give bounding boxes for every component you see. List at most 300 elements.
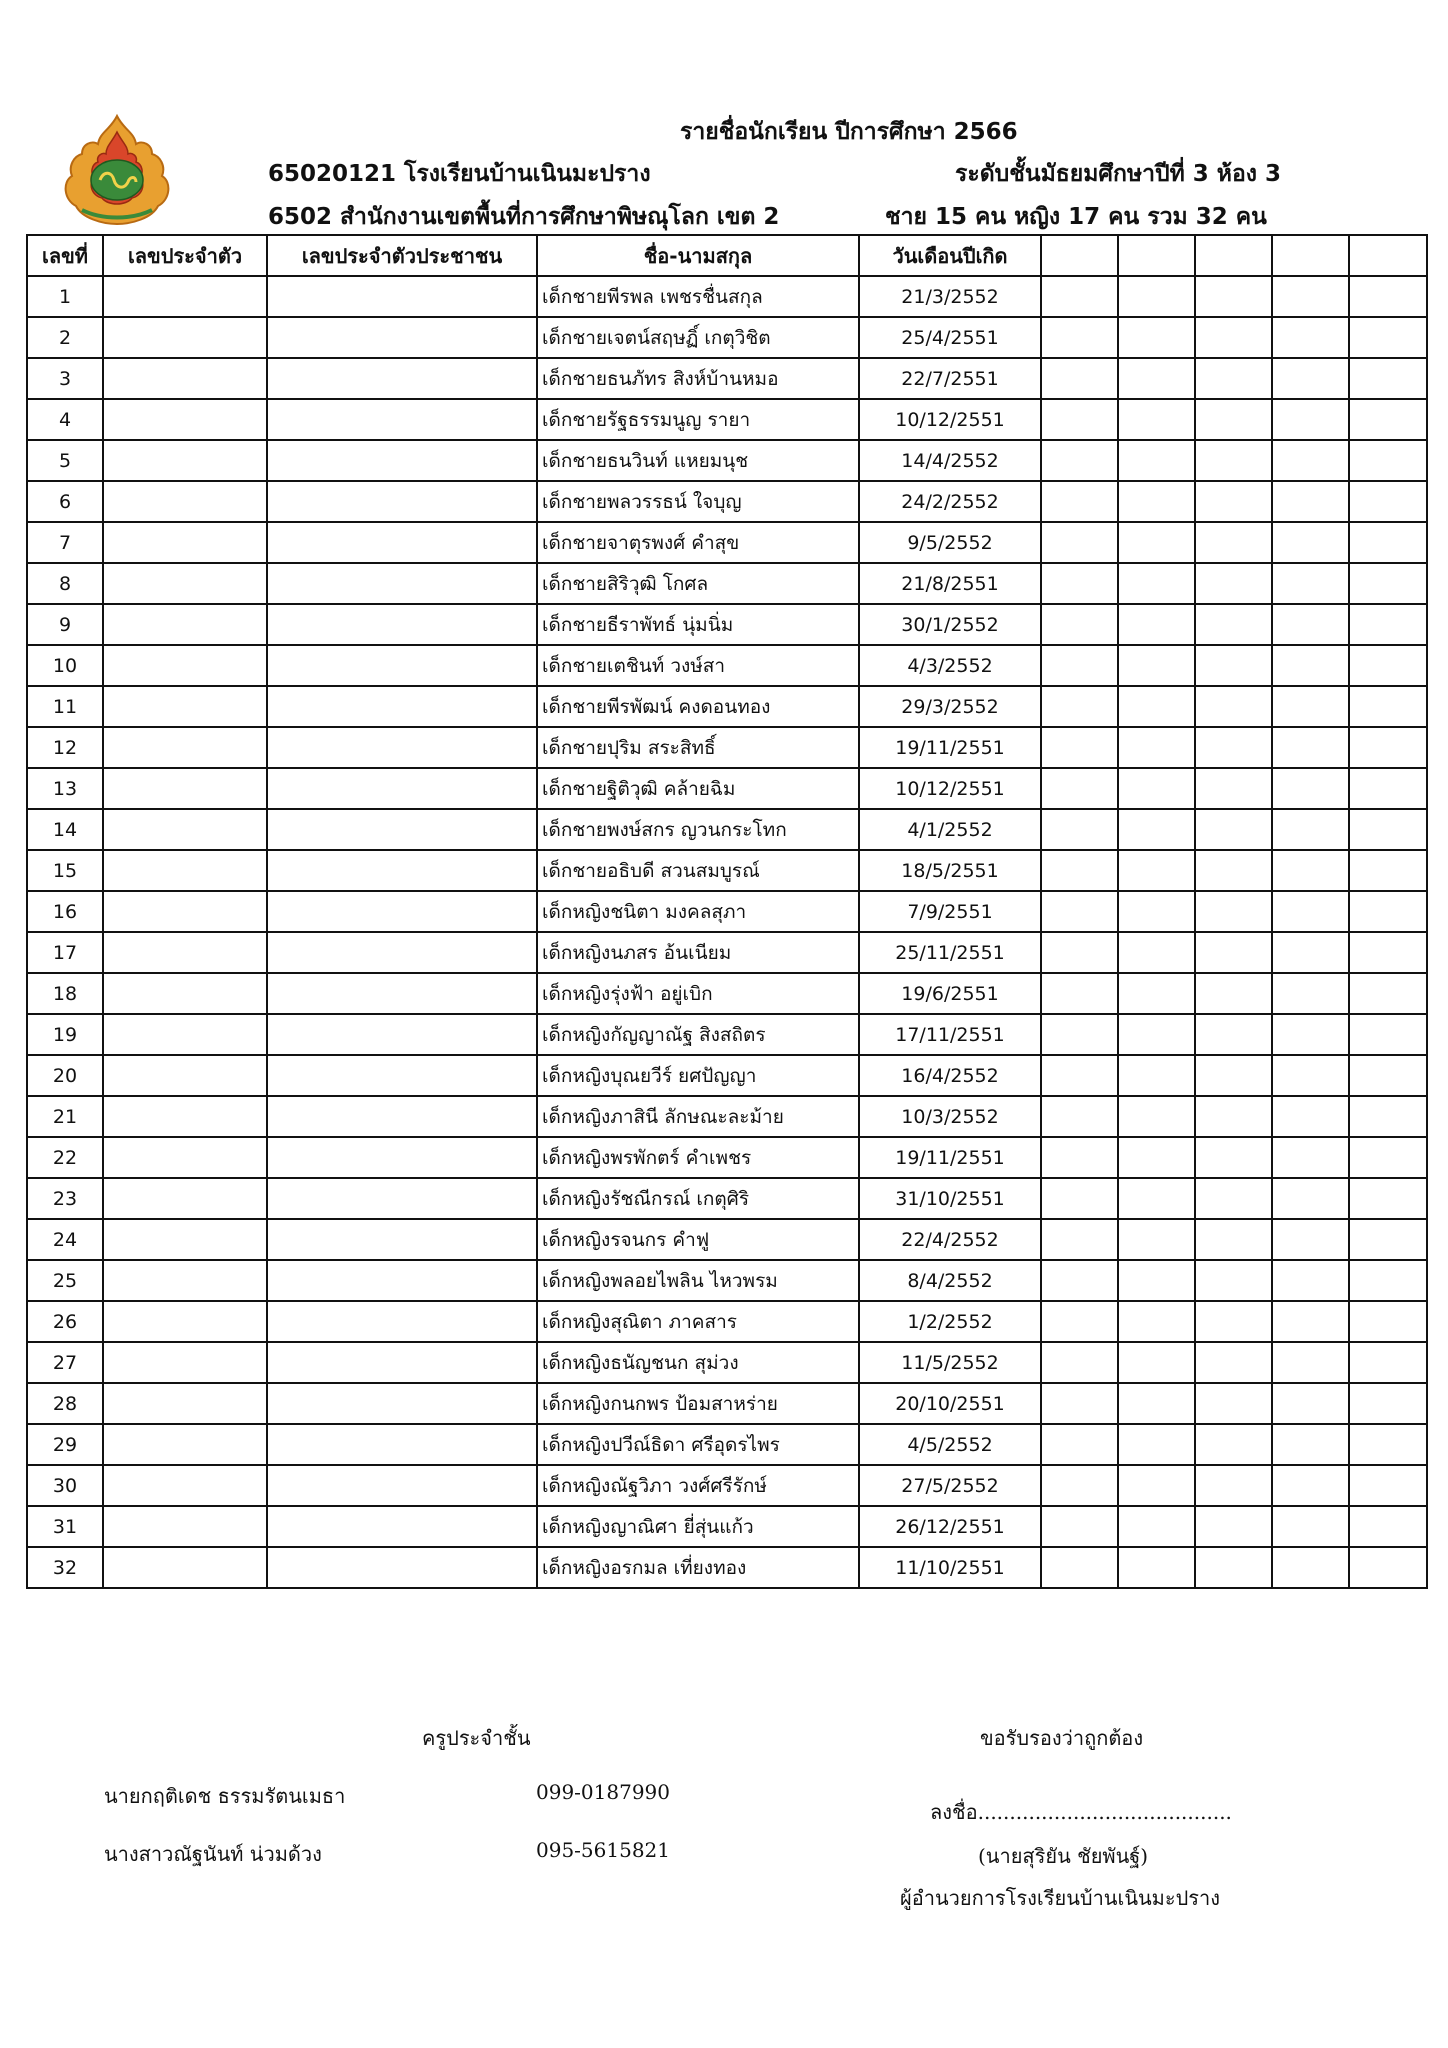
citizen-id-cell	[267, 563, 537, 604]
blank-cell	[1041, 1465, 1118, 1506]
table-row	[27, 1506, 1427, 1547]
row-number: 8	[27, 563, 103, 604]
blank-cell	[1349, 1342, 1427, 1383]
student-id-cell	[103, 1178, 267, 1219]
blank-cell	[1041, 604, 1118, 645]
blank-cell	[1041, 317, 1118, 358]
row-number: 14	[27, 809, 103, 850]
table-row	[27, 563, 1427, 604]
blank-cell	[1118, 891, 1195, 932]
blank-cell	[1195, 604, 1272, 645]
table-row	[27, 645, 1427, 686]
birth-date-cell: 11/10/2551	[859, 1547, 1041, 1588]
citizen-id-cell	[267, 440, 537, 481]
blank-cell	[1041, 645, 1118, 686]
teacher-name: นางสาวณัฐนันท์ น่วมด้วง	[104, 1842, 322, 1866]
blank-cell	[1118, 1301, 1195, 1342]
student-name-cell: เด็กหญิงรัชณีกรณ์ เกตุศิริ	[537, 1178, 859, 1219]
student-name-cell: เด็กหญิงธนัญชนก สุม่วง	[537, 1342, 859, 1383]
blank-cell	[1349, 1547, 1427, 1588]
birth-date-cell: 18/5/2551	[859, 850, 1041, 891]
blank-cell	[1118, 768, 1195, 809]
citizen-id-cell	[267, 1506, 537, 1547]
blank-cell	[1118, 1547, 1195, 1588]
birth-date-cell: 21/3/2552	[859, 276, 1041, 317]
blank-cell	[1118, 850, 1195, 891]
row-number: 5	[27, 440, 103, 481]
blank-cell	[1272, 1547, 1349, 1588]
birth-date-cell: 4/5/2552	[859, 1424, 1041, 1465]
blank-cell	[1272, 276, 1349, 317]
table-row	[27, 604, 1427, 645]
signer-name: (นายสุริยัน ชัยพันฐ์)	[978, 1844, 1149, 1868]
col-header-blank	[1272, 235, 1349, 276]
blank-cell	[1272, 645, 1349, 686]
student-name-cell: เด็กหญิงบุณยวีร์ ยศปัญญา	[537, 1055, 859, 1096]
blank-cell	[1118, 809, 1195, 850]
blank-cell	[1041, 276, 1118, 317]
row-number: 19	[27, 1014, 103, 1055]
blank-cell	[1041, 727, 1118, 768]
blank-cell	[1041, 1260, 1118, 1301]
student-name-cell: เด็กหญิงชนิตา มงคลสุภา	[537, 891, 859, 932]
row-number: 1	[27, 276, 103, 317]
birth-date-cell: 10/12/2551	[859, 768, 1041, 809]
blank-cell	[1349, 686, 1427, 727]
student-id-cell	[103, 317, 267, 358]
teacher-phone: 095-5615821	[536, 1838, 671, 1862]
birth-date-cell: 27/5/2552	[859, 1465, 1041, 1506]
citizen-id-cell	[267, 932, 537, 973]
student-id-cell	[103, 1219, 267, 1260]
blank-cell	[1041, 891, 1118, 932]
birth-date-cell: 21/8/2551	[859, 563, 1041, 604]
col-header-number: เลขที่	[27, 235, 103, 276]
student-name-cell: เด็กชายฐิติวุฒิ คล้ายฉิม	[537, 768, 859, 809]
birth-date-cell: 11/5/2552	[859, 1342, 1041, 1383]
student-name-cell: เด็กชายอธิบดี สวนสมบูรณ์	[537, 850, 859, 891]
citizen-id-cell	[267, 1137, 537, 1178]
row-number: 16	[27, 891, 103, 932]
blank-cell	[1041, 850, 1118, 891]
table-row	[27, 276, 1427, 317]
blank-cell	[1195, 1301, 1272, 1342]
blank-cell	[1195, 932, 1272, 973]
citizen-id-cell	[267, 481, 537, 522]
student-name-cell: เด็กหญิงปวีณ์ธิดา ศรีอุดรไพร	[537, 1424, 859, 1465]
table-row	[27, 317, 1427, 358]
row-number: 28	[27, 1383, 103, 1424]
citizen-id-cell	[267, 1383, 537, 1424]
blank-cell	[1349, 891, 1427, 932]
school-code-name: 65020121 โรงเรียนบ้านเนินมะปราง	[268, 161, 651, 187]
student-name-cell: เด็กหญิงนภสร อ้นเนียม	[537, 932, 859, 973]
student-id-cell	[103, 973, 267, 1014]
col-header-blank	[1349, 235, 1427, 276]
blank-cell	[1272, 317, 1349, 358]
student-name-cell: เด็กหญิงพลอยไพลิน ไหวพรม	[537, 1260, 859, 1301]
blank-cell	[1272, 1137, 1349, 1178]
blank-cell	[1272, 809, 1349, 850]
birth-date-cell: 10/3/2552	[859, 1096, 1041, 1137]
blank-cell	[1195, 645, 1272, 686]
row-number: 27	[27, 1342, 103, 1383]
blank-cell	[1118, 686, 1195, 727]
student-counts: ชาย 15 คน หญิง 17 คน รวม 32 คน	[885, 204, 1267, 230]
table-row	[27, 1424, 1427, 1465]
blank-cell	[1041, 1178, 1118, 1219]
blank-cell	[1349, 727, 1427, 768]
citizen-id-cell	[267, 276, 537, 317]
birth-date-cell: 20/10/2551	[859, 1383, 1041, 1424]
blank-cell	[1118, 1506, 1195, 1547]
blank-cell	[1041, 399, 1118, 440]
blank-cell	[1272, 973, 1349, 1014]
blank-cell	[1195, 276, 1272, 317]
blank-cell	[1041, 686, 1118, 727]
row-number: 23	[27, 1178, 103, 1219]
blank-cell	[1118, 317, 1195, 358]
table-row	[27, 1137, 1427, 1178]
citizen-id-cell	[267, 1260, 537, 1301]
row-number: 17	[27, 932, 103, 973]
birth-date-cell: 26/12/2551	[859, 1506, 1041, 1547]
blank-cell	[1195, 1383, 1272, 1424]
blank-cell	[1041, 1506, 1118, 1547]
blank-cell	[1349, 604, 1427, 645]
table-row	[27, 1301, 1427, 1342]
citizen-id-cell	[267, 604, 537, 645]
blank-cell	[1349, 399, 1427, 440]
student-id-cell	[103, 481, 267, 522]
blank-cell	[1272, 1014, 1349, 1055]
blank-cell	[1195, 686, 1272, 727]
table-row	[27, 891, 1427, 932]
table-row	[27, 1260, 1427, 1301]
citizen-id-cell	[267, 973, 537, 1014]
blank-cell	[1272, 686, 1349, 727]
student-roster-table	[26, 234, 1428, 1589]
blank-cell	[1272, 1301, 1349, 1342]
blank-cell	[1118, 1178, 1195, 1219]
blank-cell	[1195, 809, 1272, 850]
blank-cell	[1272, 563, 1349, 604]
student-name-cell: เด็กหญิงกัญญาณัฐ สิงสถิตร	[537, 1014, 859, 1055]
blank-cell	[1272, 522, 1349, 563]
blank-cell	[1195, 768, 1272, 809]
col-header-birth-date: วันเดือนปีเกิด	[859, 235, 1041, 276]
blank-cell	[1272, 1383, 1349, 1424]
blank-cell	[1118, 645, 1195, 686]
blank-cell	[1349, 440, 1427, 481]
teacher-phone: 099-0187990	[536, 1780, 671, 1804]
row-number: 9	[27, 604, 103, 645]
birth-date-cell: 9/5/2552	[859, 522, 1041, 563]
blank-cell	[1195, 1178, 1272, 1219]
blank-cell	[1118, 1465, 1195, 1506]
table-header-row	[27, 235, 1427, 276]
blank-cell	[1195, 850, 1272, 891]
row-number: 12	[27, 727, 103, 768]
student-name-cell: เด็กชายเตชินท์ วงษ์สา	[537, 645, 859, 686]
table-row	[27, 932, 1427, 973]
birth-date-cell: 29/3/2552	[859, 686, 1041, 727]
citizen-id-cell	[267, 645, 537, 686]
row-number: 24	[27, 1219, 103, 1260]
row-number: 3	[27, 358, 103, 399]
col-header-full-name: ชื่อ-นามสกุล	[537, 235, 859, 276]
blank-cell	[1195, 1260, 1272, 1301]
row-number: 21	[27, 1096, 103, 1137]
blank-cell	[1349, 1424, 1427, 1465]
blank-cell	[1118, 1014, 1195, 1055]
blank-cell	[1118, 481, 1195, 522]
blank-cell	[1041, 1383, 1118, 1424]
birth-date-cell: 17/11/2551	[859, 1014, 1041, 1055]
table-row	[27, 358, 1427, 399]
student-name-cell: เด็กหญิงรุ่งฟ้า อยู่เบิก	[537, 973, 859, 1014]
birth-date-cell: 4/3/2552	[859, 645, 1041, 686]
student-id-cell	[103, 1096, 267, 1137]
row-number: 10	[27, 645, 103, 686]
student-name-cell: เด็กชายปุริม สระสิทธิ์	[537, 727, 859, 768]
table-row	[27, 1465, 1427, 1506]
row-number: 4	[27, 399, 103, 440]
student-id-cell	[103, 440, 267, 481]
blank-cell	[1118, 604, 1195, 645]
student-name-cell: เด็กชายพลวรรธน์ ใจบุญ	[537, 481, 859, 522]
birth-date-cell: 4/1/2552	[859, 809, 1041, 850]
blank-cell	[1195, 1219, 1272, 1260]
blank-cell	[1349, 563, 1427, 604]
blank-cell	[1272, 1219, 1349, 1260]
row-number: 31	[27, 1506, 103, 1547]
birth-date-cell: 16/4/2552	[859, 1055, 1041, 1096]
birth-date-cell: 10/12/2551	[859, 399, 1041, 440]
blank-cell	[1349, 1137, 1427, 1178]
student-name-cell: เด็กชายธนวินท์ แหยมนุช	[537, 440, 859, 481]
blank-cell	[1272, 358, 1349, 399]
student-id-cell	[103, 399, 267, 440]
blank-cell	[1041, 563, 1118, 604]
blank-cell	[1272, 850, 1349, 891]
blank-cell	[1349, 522, 1427, 563]
col-header-blank	[1118, 235, 1195, 276]
blank-cell	[1118, 1424, 1195, 1465]
row-number: 18	[27, 973, 103, 1014]
blank-cell	[1349, 850, 1427, 891]
citizen-id-cell	[267, 1055, 537, 1096]
document-title: รายชื่อนักเรียน ปีการศึกษา 2566	[680, 119, 1018, 145]
student-name-cell: เด็กชายเจตน์สฤษฏิ์ เกตุวิชิต	[537, 317, 859, 358]
col-header-student-id: เลขประจำตัว	[103, 235, 267, 276]
citizen-id-cell	[267, 809, 537, 850]
blank-cell	[1195, 1465, 1272, 1506]
student-name-cell: เด็กหญิงพรพักตร์ คำเพชร	[537, 1137, 859, 1178]
citizen-id-cell	[267, 686, 537, 727]
student-id-cell	[103, 1383, 267, 1424]
table-row	[27, 1096, 1427, 1137]
citizen-id-cell	[267, 1547, 537, 1588]
certify-label: ขอรับรองว่าถูกต้อง	[980, 1726, 1144, 1750]
blank-cell	[1118, 522, 1195, 563]
row-number: 2	[27, 317, 103, 358]
table-body	[27, 276, 1427, 1588]
blank-cell	[1118, 1137, 1195, 1178]
blank-cell	[1272, 1342, 1349, 1383]
col-header-citizen-id: เลขประจำตัวประชาชน	[267, 235, 537, 276]
blank-cell	[1349, 973, 1427, 1014]
blank-cell	[1195, 317, 1272, 358]
student-name-cell: เด็กหญิงกนกพร ป้อมสาหร่าย	[537, 1383, 859, 1424]
blank-cell	[1195, 973, 1272, 1014]
blank-cell	[1118, 1260, 1195, 1301]
student-id-cell	[103, 891, 267, 932]
student-name-cell: เด็กหญิงญาณิศา ยี่สุ่นแก้ว	[537, 1506, 859, 1547]
row-number: 26	[27, 1301, 103, 1342]
blank-cell	[1041, 1301, 1118, 1342]
student-id-cell	[103, 563, 267, 604]
citizen-id-cell	[267, 1219, 537, 1260]
blank-cell	[1041, 1547, 1118, 1588]
blank-cell	[1349, 932, 1427, 973]
table-row	[27, 973, 1427, 1014]
blank-cell	[1349, 645, 1427, 686]
director-title: ผู้อำนวยการโรงเรียนบ้านเนินมะปราง	[900, 1886, 1221, 1910]
blank-cell	[1195, 1424, 1272, 1465]
citizen-id-cell	[267, 891, 537, 932]
teacher-name: นายกฤติเดช ธรรมรัตนเมธา	[104, 1784, 346, 1808]
student-id-cell	[103, 1055, 267, 1096]
blank-cell	[1349, 1219, 1427, 1260]
blank-cell	[1272, 1055, 1349, 1096]
blank-cell	[1041, 481, 1118, 522]
blank-cell	[1041, 932, 1118, 973]
blank-cell	[1349, 276, 1427, 317]
blank-cell	[1272, 1096, 1349, 1137]
blank-cell	[1118, 973, 1195, 1014]
blank-cell	[1349, 1096, 1427, 1137]
student-id-cell	[103, 768, 267, 809]
blank-cell	[1195, 1096, 1272, 1137]
citizen-id-cell	[267, 399, 537, 440]
blank-cell	[1272, 727, 1349, 768]
student-name-cell: เด็กหญิงณัฐวิภา วงศ์ศรีรักษ์	[537, 1465, 859, 1506]
birth-date-cell: 14/4/2552	[859, 440, 1041, 481]
blank-cell	[1041, 522, 1118, 563]
citizen-id-cell	[267, 1424, 537, 1465]
blank-cell	[1272, 932, 1349, 973]
blank-cell	[1195, 1137, 1272, 1178]
table-row	[27, 1014, 1427, 1055]
row-number: 22	[27, 1137, 103, 1178]
student-name-cell: เด็กชายธนภัทร สิงห์บ้านหมอ	[537, 358, 859, 399]
blank-cell	[1118, 399, 1195, 440]
student-id-cell	[103, 1137, 267, 1178]
homeroom-teacher-label: ครูประจำชั้น	[422, 1726, 531, 1750]
blank-cell	[1041, 1219, 1118, 1260]
table-row	[27, 1219, 1427, 1260]
blank-cell	[1118, 1219, 1195, 1260]
blank-cell	[1349, 768, 1427, 809]
citizen-id-cell	[267, 317, 537, 358]
citizen-id-cell	[267, 358, 537, 399]
signature-line: ลงชื่อ........................................	[930, 1800, 1232, 1824]
blank-cell	[1195, 1547, 1272, 1588]
blank-cell	[1041, 809, 1118, 850]
blank-cell	[1195, 399, 1272, 440]
birth-date-cell: 25/11/2551	[859, 932, 1041, 973]
row-number: 15	[27, 850, 103, 891]
student-name-cell: เด็กชายรัฐธรรมนูญ รายา	[537, 399, 859, 440]
citizen-id-cell	[267, 1014, 537, 1055]
row-number: 13	[27, 768, 103, 809]
blank-cell	[1349, 1055, 1427, 1096]
student-id-cell	[103, 358, 267, 399]
birth-date-cell: 1/2/2552	[859, 1301, 1041, 1342]
blank-cell	[1272, 481, 1349, 522]
blank-cell	[1118, 1383, 1195, 1424]
student-id-cell	[103, 1260, 267, 1301]
table-row	[27, 440, 1427, 481]
blank-cell	[1272, 1260, 1349, 1301]
blank-cell	[1041, 1096, 1118, 1137]
student-id-cell	[103, 1465, 267, 1506]
blank-cell	[1349, 481, 1427, 522]
blank-cell	[1349, 358, 1427, 399]
blank-cell	[1272, 1178, 1349, 1219]
row-number: 25	[27, 1260, 103, 1301]
blank-cell	[1118, 727, 1195, 768]
blank-cell	[1195, 563, 1272, 604]
blank-cell	[1195, 481, 1272, 522]
blank-cell	[1195, 727, 1272, 768]
row-number: 20	[27, 1055, 103, 1096]
student-id-cell	[103, 604, 267, 645]
birth-date-cell: 31/10/2551	[859, 1178, 1041, 1219]
citizen-id-cell	[267, 1301, 537, 1342]
table-row	[27, 1342, 1427, 1383]
birth-date-cell: 8/4/2552	[859, 1260, 1041, 1301]
student-id-cell	[103, 850, 267, 891]
blank-cell	[1349, 1383, 1427, 1424]
blank-cell	[1118, 440, 1195, 481]
student-name-cell: เด็กชายพงษ์สกร ญวนกระโทก	[537, 809, 859, 850]
blank-cell	[1118, 358, 1195, 399]
blank-cell	[1195, 440, 1272, 481]
birth-date-cell: 22/7/2551	[859, 358, 1041, 399]
table-row	[27, 481, 1427, 522]
student-name-cell: เด็กชายพีรพล เพชรชื่นสกุล	[537, 276, 859, 317]
blank-cell	[1195, 1506, 1272, 1547]
blank-cell	[1118, 1055, 1195, 1096]
blank-cell	[1195, 1342, 1272, 1383]
blank-cell	[1272, 604, 1349, 645]
table-row	[27, 522, 1427, 563]
student-id-cell	[103, 727, 267, 768]
birth-date-cell: 19/11/2551	[859, 727, 1041, 768]
school-emblem-logo	[52, 110, 182, 230]
row-number: 11	[27, 686, 103, 727]
blank-cell	[1041, 1137, 1118, 1178]
blank-cell	[1041, 768, 1118, 809]
student-id-cell	[103, 1342, 267, 1383]
citizen-id-cell	[267, 1342, 537, 1383]
blank-cell	[1272, 768, 1349, 809]
table-row	[27, 1178, 1427, 1219]
blank-cell	[1272, 1465, 1349, 1506]
row-number: 29	[27, 1424, 103, 1465]
